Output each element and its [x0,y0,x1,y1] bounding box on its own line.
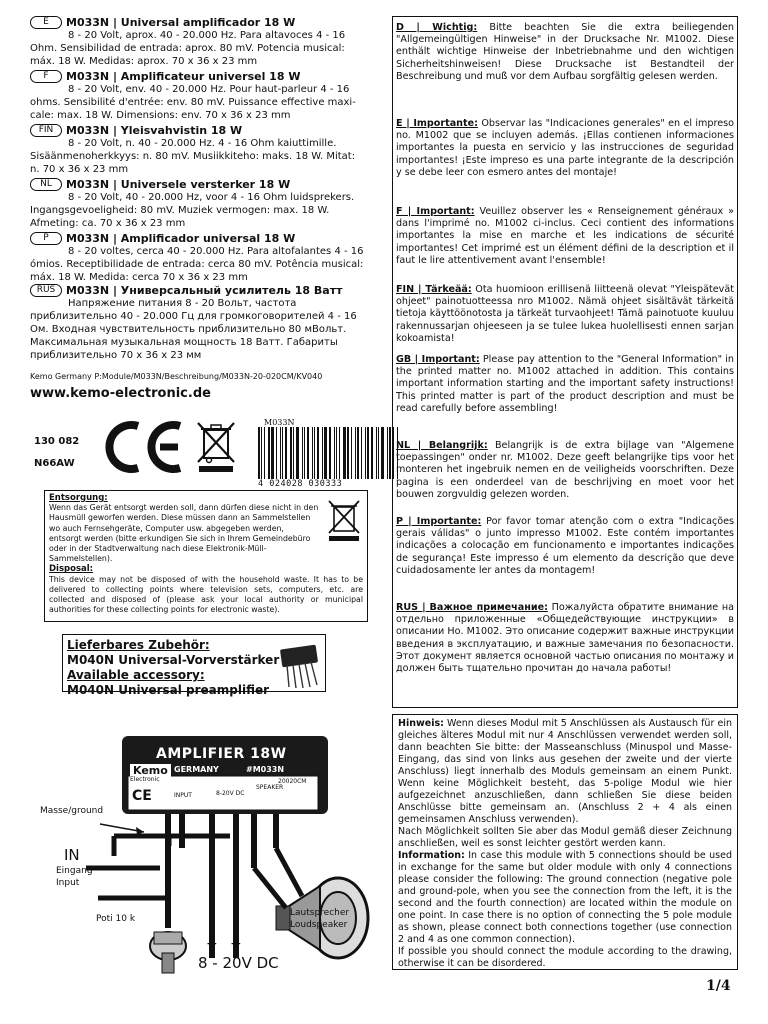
barcode-bar [276,427,277,479]
accessory-en-title: Available accessory: [67,668,205,682]
barcode-bar [347,427,349,479]
note-head: D | Wichtig: [396,22,478,33]
spec-block-e [30,16,366,68]
barcode [258,418,399,489]
barcode-bar [264,427,265,479]
note-block [396,440,734,501]
note-block [396,602,734,675]
lang-tag: FIN [30,124,62,137]
website-link[interactable]: www.kemo-electronic.de [30,386,211,401]
hinweis-de-2: Nach Möglichkeit sollten Sie aber das Modul gemäß dieser Zeichnung anschließen, weil es sonst leichter gestört werden kann. [398,826,732,849]
barcode-bar [314,427,315,479]
barcode-bar [343,427,346,479]
barcode-bar [324,427,327,479]
hinweis-de-head: Hinweis: [398,718,444,729]
note-block [396,516,734,577]
barcode-bar [355,427,356,479]
spec-body: 8 - 20 Volt, env. 40 - 20.000 Hz. Pour haut-parleur 4 - 16 ohms. Sensibilité d'entrée: env. 80 mV. Puissance effective maxi-cale: max. 18 W. Dimensions: env. 70 x 36 x 23 mm [30,84,356,121]
note-text: Belangrijk is de extra bijlage van "Algemene toepassingen" onder nr. M1002. Deze geeft belangrijke tips voor het monteren het ingebruik nemen en de veiligheids voorschriften. Deze pagina is een onderdeel van de beschrijving en moet voor het bouwen zorgvuldig gelezen worden. [396,440,734,500]
barcode-bar [389,427,391,479]
barcode-bar [357,427,359,479]
minus-label: − [230,936,242,952]
barcode-bar [378,427,379,479]
note-text: Ota huomioon erillisenä liitteenä olevat "Yleispätevät ohjeet" painotuotteessa nro M1002. Nämä ohjeet sisältävät tärkeitä tietoja käyttöönotosta ja tärkeät turvaohjeet! Tämä painotuote kuuluu rakennussarjan ohjeeseen ja se tulee lukea huolellisesti ennen sarjan kokoamista! [396,284,734,344]
module-brand: Kemo [130,764,171,777]
barcode-bar [336,427,337,479]
page-number: 1/4 [706,978,731,994]
barcode-digits: 4 024028 030333 [258,479,343,489]
hinweis-en-head: Information: [398,850,465,861]
barcode-bar [293,427,294,479]
barcode-bar [271,427,274,479]
disposal-de [49,493,319,564]
note-block [396,284,734,345]
spec-block-fin [30,124,366,176]
barcode-bar [280,427,281,479]
note-block [396,22,734,83]
in-label: IN [64,846,80,864]
spec-body: 8 - 20 Volt, aprox. 40 - 20.000 Hz. Para altavoces 4 - 16 Ohm. Sensibilidad de entrada: aprox. 80 mV. Potencia musical: máx. 18 W. Medidas: aprox. 70 x 36 x 23 mm [30,30,346,67]
note-block [396,118,734,179]
accessory-box [62,634,326,697]
module-input-label: INPUT [174,792,192,799]
module-brand-sub: Electronic [130,776,160,783]
note-head: RUS | Важное примечание: [396,602,548,613]
note-text: Пожалуйста обратите внимание на отдельно приложенные «Общедействующие инструкции» в описании Но. M1002. Это описание содержит важные инструкции введения в эксплуатацию, и важные замечания по безопасности. Этот документ является основной частью описания по монтажу и должен быть тщательно прочитан до начала работы! [396,602,734,675]
code-2: N66AW [34,458,75,469]
module-title: AMPLIFIER 18W [156,746,287,762]
hinweis-en [398,850,732,946]
hinweis-en-text: In case this module with 5 connections should be used in exchange for the same but older module with only 4 connections please consider the following: The ground connection (negative pole and ground-pole, when you see the connection from the left, it is the second and the fourth connection) are located within the module on one point. In case there is no option of connecting the 5 pole module as shown, please connect both connections together (use connection 2 and 4 as one common connection). [398,850,732,945]
spec-body: 8 - 20 voltes, cerca 40 - 20.000 Hz. Para altofalantes 4 - 16 ómios. Receptibilidade de entrada: cerca 80 mV. Potência musical: máx. 18 W. Medida: cerca 70 x 36 x 23 mm [30,246,364,283]
lautsprecher-label: Lautsprecher [290,908,350,918]
barcode-bar [317,427,319,479]
module-dc-label: 8-20V DC [216,790,245,797]
plus-label: + [206,936,218,952]
module-model: #M033N [246,765,285,774]
note-text: Bitte beachten Sie die extra beiliegenden "Allgemeingültigen Hinweise" in der Drucksache Nr. M1002. Diese enthält wichtige Hinweise der Inbetriebnahme und den wichtigen Sicherheitshinweisen! Diese Drucksache ist Bestandteil der Beschreibung und muß vor dem Aufbau sorgfältig gelesen werden. [396,22,734,82]
barcode-bar [312,427,313,479]
spec-title: M033N | Amplificateur universel 18 W [66,70,301,83]
barcode-bar [296,427,299,479]
code-1: 130 082 [34,436,80,447]
note-text: Veuillez observer les « Renseignement généraux » dans l'imprimé no. M1002 ci-inclus. Ceci contient des informations importantes la mise en marche et les indications de sécurité importantes! Cet imprimé est un élément défini de la description et il faut le lire attentivement avant l'ensemble! [396,206,734,266]
ce-mark-icon [104,418,186,474]
lang-tag: NL [30,178,62,191]
note-text: Por favor tomar atenção com o extra "Indicações gerais válidas" o junto impresso M1002. Este contém importantes indicações a colocação em funcionamento e importantes indicações de segurança! Este impresso é um elemento da descrição que deve cuidadosamente ler antes da montagem! [396,516,734,576]
barcode-bar [376,427,377,479]
barcode-bar [261,427,262,479]
barcode-bar [304,427,305,479]
wiring-diagram [40,728,380,1018]
barcode-bar [367,427,369,479]
barcode-bar [322,427,323,479]
lang-tag: E [30,16,62,29]
barcode-bar [339,427,340,479]
barcode-bar [387,427,388,479]
module-ce: CE [132,788,152,804]
module-speaker-label: SPEAKER [256,784,284,791]
disposal-box [44,490,368,622]
note-text: Please pay attention to the "General Information" in the printed matter no. M1002 attached in addition. This contains important information starting and the important safety instructions! This printed matter is part of the product description and must be read carefully before assembling! [396,354,734,414]
voltage-label: 8 - 20V DC [198,954,279,972]
accessory-de-title: Lieferbares Zubehör: [67,638,210,652]
barcode-bar [307,427,309,479]
note-head: GB | Important: [396,354,480,365]
barcode-bar [268,427,270,479]
barcode-bar [365,427,366,479]
spec-body: Напряжение питания 8 - 20 Вольт, частота приблизительно 40 - 20.000 Гц для громкоговорителей 4 - 16 Ом. Входная чувствительность приблизительно 80 мВольт. Максимальная музыкальная мощность 18 Ватт. Габариты приблизительно 70 x 36 x 23 мм [30,298,357,361]
spec-title: M033N | Universal amplificador 18 W [66,16,296,29]
barcode-bar [282,427,283,479]
ce-mark [104,418,186,478]
spec-title: M033N | Amplificador universal 18 W [66,232,296,245]
note-block [396,354,734,415]
note-text: Observar las "Indicaciones generales" en el impreso no. M1002 que se incluyen además. ¡Ellas contienen informaciones importantes la puesta en servicio y las instrucciones de seguridad importantes! ¡Este impreso es una parte integrante de la descripción y se debe leer con esmero antes del montaje! [396,118,734,178]
spec-block-p [30,232,366,284]
spec-body: 8 - 20 Volt, n. 40 - 20.000 Hz. 4 - 16 Ohm kaiuttimille. Sisäänmenoherkkyys: n. 80 mV. Musiikkiteho: maks. 18 W. Mitat: n. 70 x 36 x 23 mm [30,138,356,175]
lang-tag: F [30,70,62,83]
module-germany: GERMANY [174,765,219,774]
module-code: 20020CM [278,778,307,785]
note-head: F | Important: [396,206,475,217]
loudspeaker-label: Loudspeaker [290,920,348,930]
note-head: FIN | Tärkeää: [396,284,472,295]
note-head: NL | Belangrijk: [396,440,488,451]
hinweis-de [398,718,732,826]
barcode-bar [334,427,335,479]
hinweis-box [392,714,738,970]
barcode-bar [381,427,384,479]
spec-block-nl [30,178,366,230]
poti-label: Poti 10 k [96,914,136,924]
barcode-bar [258,427,260,479]
barcode-bar [361,427,362,479]
barcode-bars [258,427,399,479]
hinweis-en-2: If possible you should connect the module according to the drawing, otherwise it can be disordered. [398,946,732,969]
barcode-bar [290,427,292,479]
spec-block-rus [30,284,366,362]
preamp-module-image [277,641,323,695]
note-head: P | Importante: [396,516,482,527]
barcode-bar [371,427,373,479]
spec-title: M033N | Универсальный усилитель 18 Ватт [66,284,343,297]
input-label: Input [56,878,80,888]
disposal-en-text: This device may not be disposed of with the household waste. It has to be delivered to collecting points where television sets, computers, etc. are collected and disposed of (please ask your local authority or municipal authorities for these collecting points for electronic waste). [49,574,363,615]
disposal-en-title: Disposal: [49,564,94,575]
ground-label: Masse/ground [40,806,104,816]
barcode-bar [285,427,287,479]
disposal-de-text: Wenn das Gerät entsorgt werden soll, dann dürfen diese nicht in den Hausmüll geworfen werden. Diese müssen dann an Sammelstellen wo auch Fernsehgeräte, Computer usw. abgegeben werden, entsorgt werden (bitte erkundigen Sie sich in Ihrem Gemeindebüro oder in der Stadtverwaltung nach diese Elektronik-Müll-Sammelstellen). [49,503,319,564]
note-block [396,206,734,267]
barcode-bar [351,427,352,479]
note-head: E | Importante: [396,118,478,129]
spec-body: 8 - 20 Volt, 40 - 20.000 Hz, voor 4 - 16 Ohm luidsprekers. Ingangsgevoeligheid: 80 mV. Muziek vermogen: max. 18 W. Afmeting: ca. 70 x 36 x 23 mm [30,192,355,229]
disposal-en [49,564,363,615]
barcode-bar [329,427,331,479]
hinweis-de-text: Wenn dieses Modul mit 5 Anschlüssen als Austausch für ein gleiches älteres Modul mit nur 4 Anschlüssen verwendet werden soll, dann beachten Sie bitte: der Masseanschluss (Minuspol und Masse-Eingang, das sind von links aus gesehen der zweite und der vierte Anschluss) liegt innerhalb des Moduls gemeinsam an einem Punkt. Wenn keine Möglichkeit besteht, das 5-polige Modul wie hier aufgezeichnet anzuschließen, dann schließen Sie diese beiden Anschlüsse bitte gemeinsam an. (Anschluss 2 + 4 als einen gemeinsamen Anschluss verwenden). [398,718,732,825]
path-text: Kemo Germany P:Module/M033N/Beschreibung/M033N-20-020CM/KV040 [30,372,323,381]
eingang-label: Eingang [56,866,93,876]
lang-tag: P [30,232,62,245]
barcode-label: M033N [264,418,295,427]
weee-bin-icon [196,420,236,478]
disposal-bin-icon [327,499,361,547]
spec-block-f [30,70,366,122]
accessory-de-item: M040N Universal-Vorverstärker [67,653,280,667]
barcode-bar [302,427,303,479]
spec-title: M033N | Universele versterker 18 W [66,178,291,191]
disposal-de-title: Entsorgung: [49,493,108,503]
lang-tag: RUS [30,284,62,297]
accessory-en-item: M040N Universal preamplifier [67,683,270,697]
spec-title: M033N | Yleisvahvistin 18 W [66,124,243,137]
